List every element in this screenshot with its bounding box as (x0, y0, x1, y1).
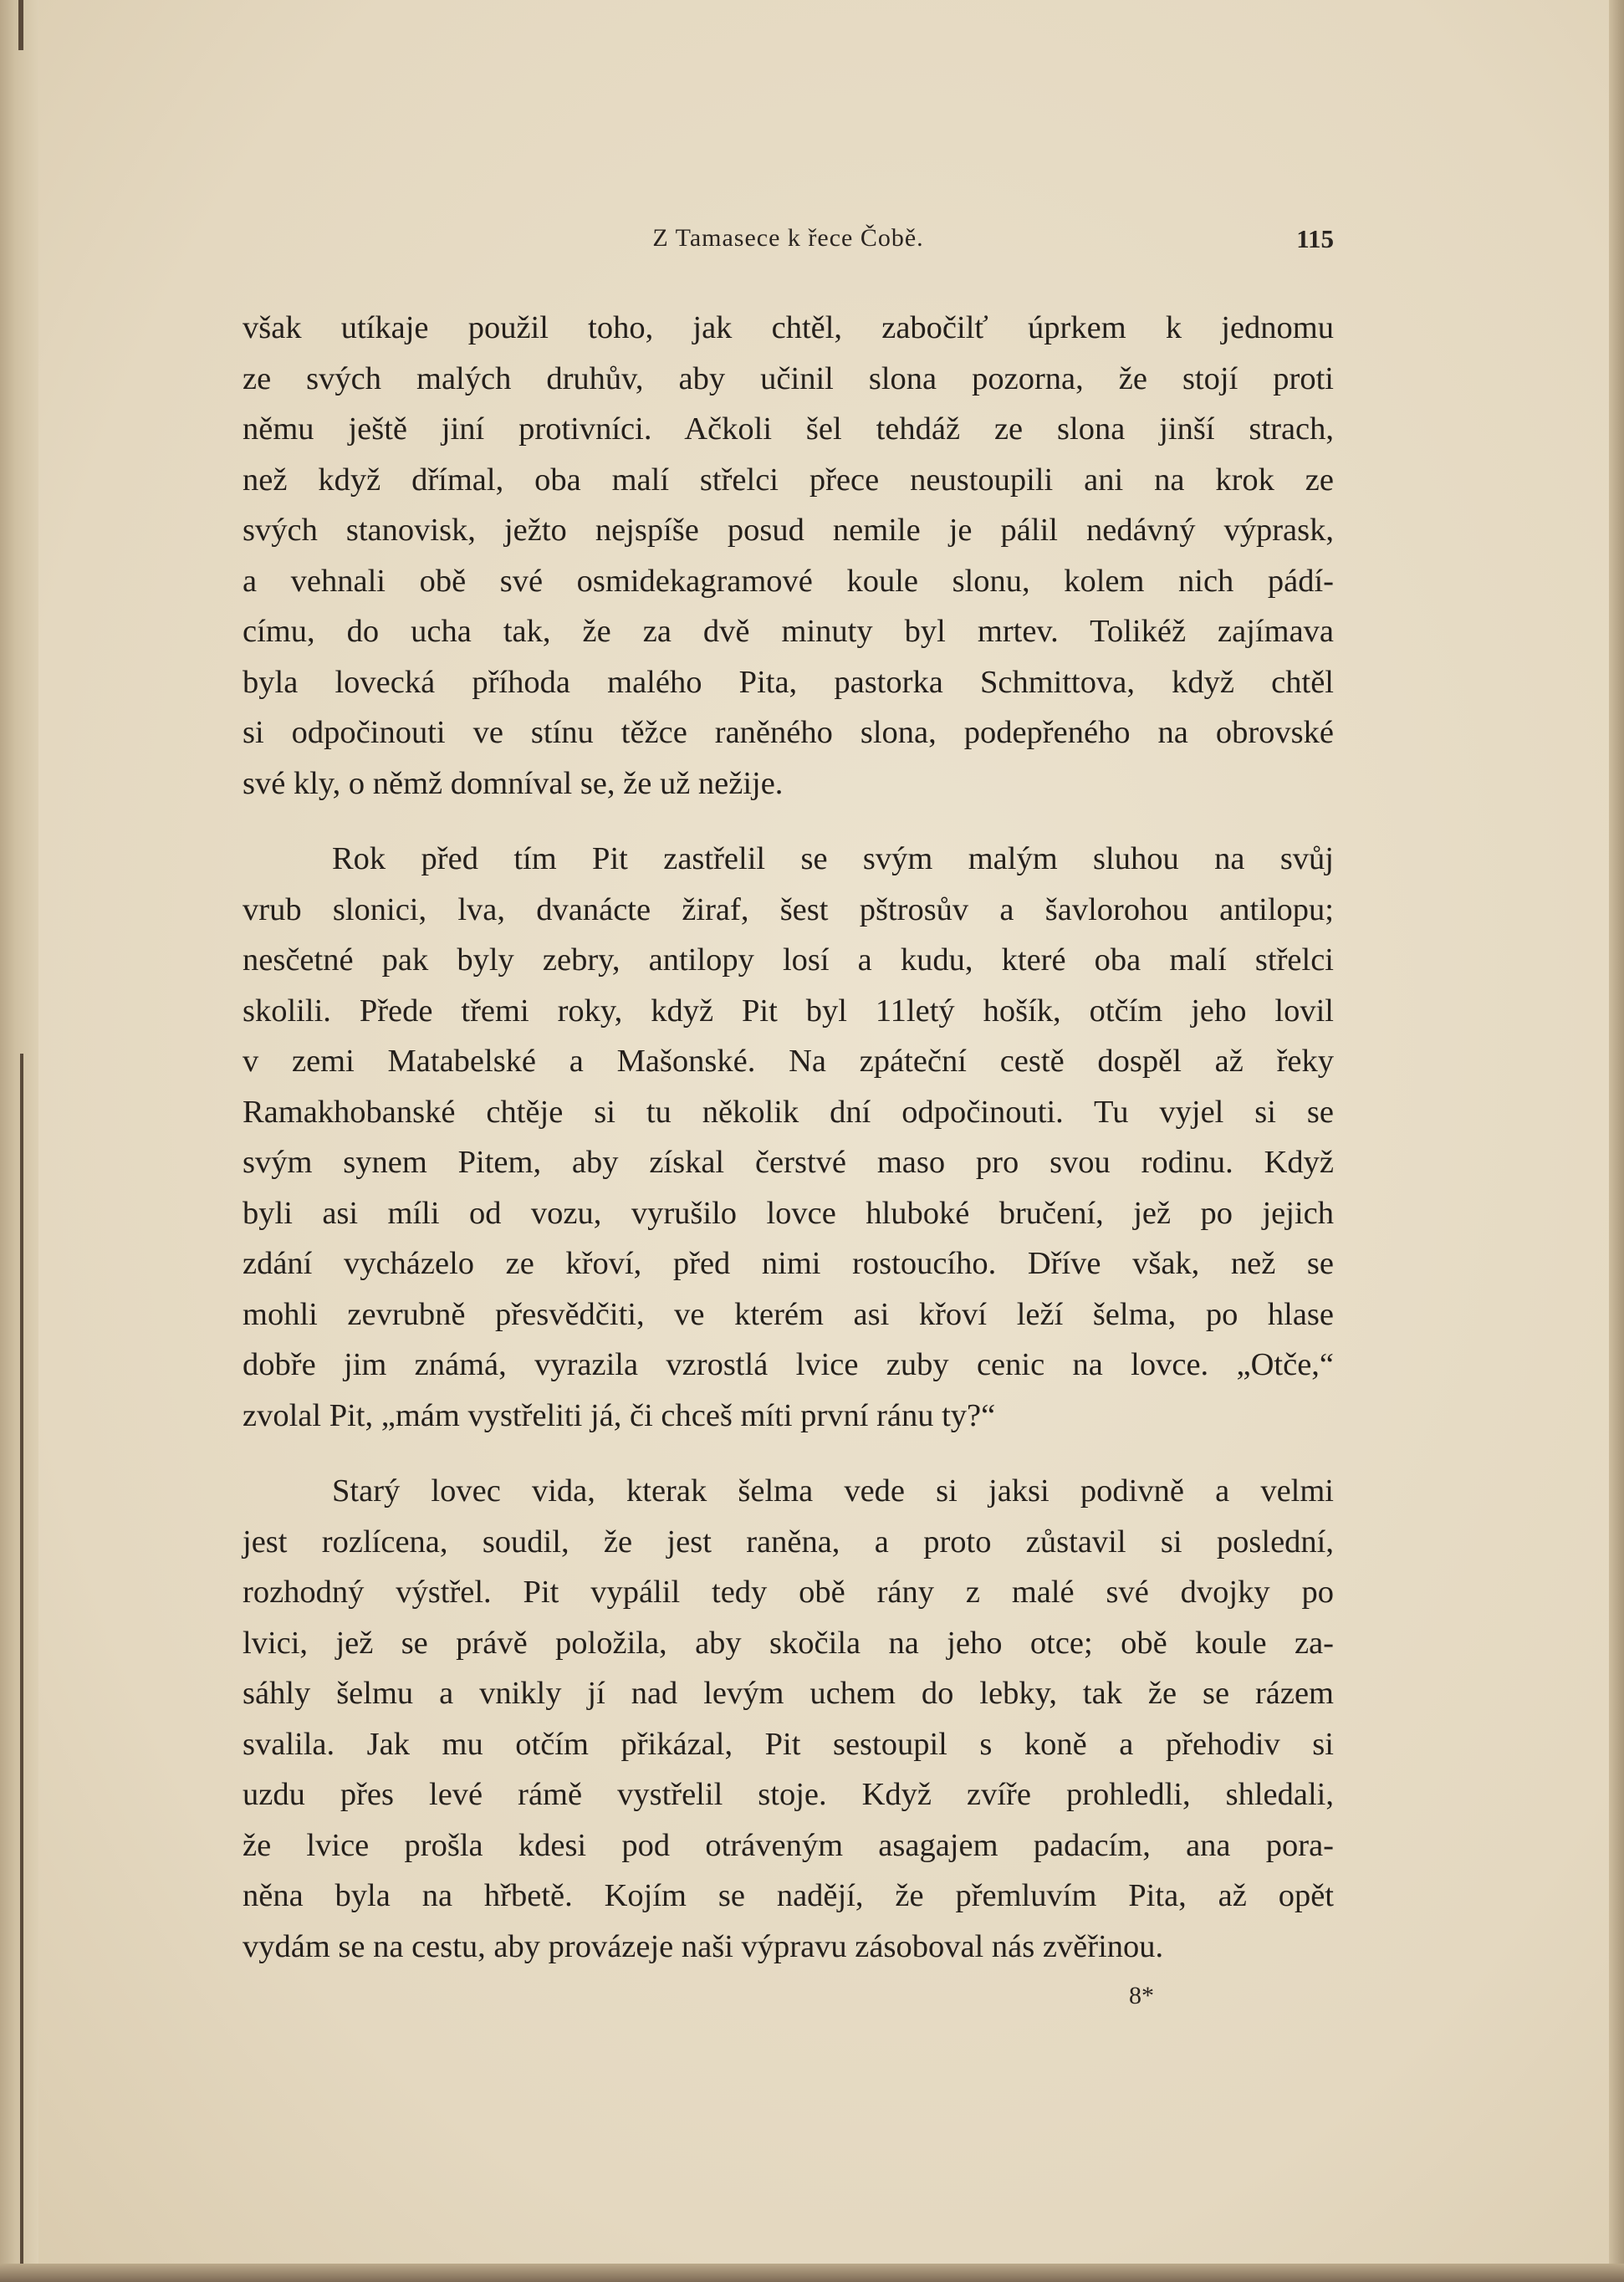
text-line: své kly, o němž domníval se, že už nežije. (243, 765, 784, 801)
signature-mark: 8* (1129, 1982, 1154, 2009)
text-line: svých stanovisk, ježto nejspíše posud nemile je pálil nedávný výprask, (243, 513, 1334, 548)
text-line: skolili. Přede třemi roky, když Pit byl 11letý hošík, otčím jeho lovil (243, 993, 1334, 1029)
text-line: než když dřímal, oba malí střelci přece neustoupili ani na krok ze (243, 462, 1334, 498)
paragraph (243, 834, 1334, 1441)
page-edge-right (1609, 0, 1624, 2282)
text-line: němu ještě jiní protivníci. Ačkoli šel tehdáž ze slona jinší strach, (243, 411, 1334, 447)
text-line: že lvice prošla kdesi pod otráveným asagajem padacím, ana pora- (243, 1827, 1334, 1863)
page-header (243, 224, 1334, 261)
text-line: dobře jim známá, vyrazila vzrostlá lvice zuby cenic na lovce. „Otče,“ (243, 1347, 1334, 1382)
page-edge-bottom (0, 2264, 1624, 2282)
text-line: nesčetné pak byly zebry, antilopy losí a kudu, které oba malí střelci (243, 942, 1334, 978)
binding-thread (20, 1054, 23, 2282)
text-line: však utíkaje použil toho, jak chtěl, zabočilť úprkem k jednomu (243, 310, 1334, 345)
body-text (243, 303, 1334, 1972)
text-line: uzdu přes levé rámě vystřelil stoje. Když zvíře prohledli, shledali, (243, 1777, 1334, 1812)
text-line: něna byla na hřbetě. Kojím se nadějí, že přemluvím Pita, až opět (243, 1878, 1334, 1913)
paragraph (243, 303, 1334, 809)
text-line: ze svých malých druhův, aby učinil slona pozorna, že stojí proti (243, 360, 1334, 396)
text-line: Ramakhobanské chtěje si tu několik dní odpočinouti. Tu vyjel si se (243, 1094, 1334, 1130)
text-line: zvolal Pit, „mám vystřeliti já, či chceš míti první ránu ty?“ (243, 1397, 996, 1433)
running-title: Z Tamasece k řece Čobě. (652, 224, 924, 252)
page-number: 115 (1296, 224, 1334, 253)
text-line: Starý lovec vida, kterak šelma vede si jaksi podivně a velmi (332, 1473, 1334, 1509)
text-line: a vehnali obě své osmidekagramové koule slonu, kolem nich pádí- (243, 563, 1334, 599)
text-line: vrub slonici, lva, dvanácte žiraf, šest pštrosův a šavlorohou antilopu; (243, 891, 1334, 927)
text-line: v zemi Matabelské a Mašonské. Na zpáteční cestě dospěl až řeky (243, 1044, 1334, 1079)
text-line: rozhodný výstřel. Pit vypálil tedy obě rány z malé své dvojky po (243, 1575, 1334, 1610)
text-line: sáhly šelmu a vnikly jí nad levým uchem do lebky, tak že se rázem (243, 1676, 1334, 1711)
text-line: si odpočinouti ve stínu těžce raněného slona, podepřeného na obrovské (243, 715, 1334, 750)
text-line: mohli zevrubně přesvědčiti, ve kterém asi křoví leží šelma, po hlase (243, 1296, 1334, 1332)
text-line: Rok před tím Pit zastřelil se svým malým sluhou na svůj (332, 841, 1334, 876)
binding-thread (18, 0, 23, 50)
text-line: jest rozlícena, soudil, že jest raněna, a proto zůstavil si poslední, (243, 1524, 1334, 1560)
text-line: címu, do ucha tak, že za dvě minuty byl mrtev. Tolikéž zajímava (243, 614, 1334, 649)
text-line: zdání vycházelo ze křoví, před nimi rostoucího. Dříve však, než se (243, 1246, 1334, 1281)
page-binding (0, 0, 38, 2282)
text-line: svým synem Pitem, aby získal čerstvé maso pro svou rodinu. Když (243, 1145, 1334, 1180)
text-line: byla lovecká příhoda malého Pita, pastorka Schmittova, když chtěl (243, 664, 1334, 700)
paragraph (243, 1466, 1334, 1972)
text-line: vydám se na cestu, aby provázeje naši výpravu zásoboval nás zvěřinou. (243, 1928, 1164, 1964)
text-line: svalila. Jak mu otčím přikázal, Pit sestoupil s koně a přehodiv si (243, 1726, 1334, 1762)
text-line: byli asi míli od vozu, vyrušilo lovce hluboké bručení, jež po jejich (243, 1195, 1334, 1231)
text-line: lvici, jež se právě položila, aby skočila na jeho otce; obě koule za- (243, 1625, 1334, 1661)
